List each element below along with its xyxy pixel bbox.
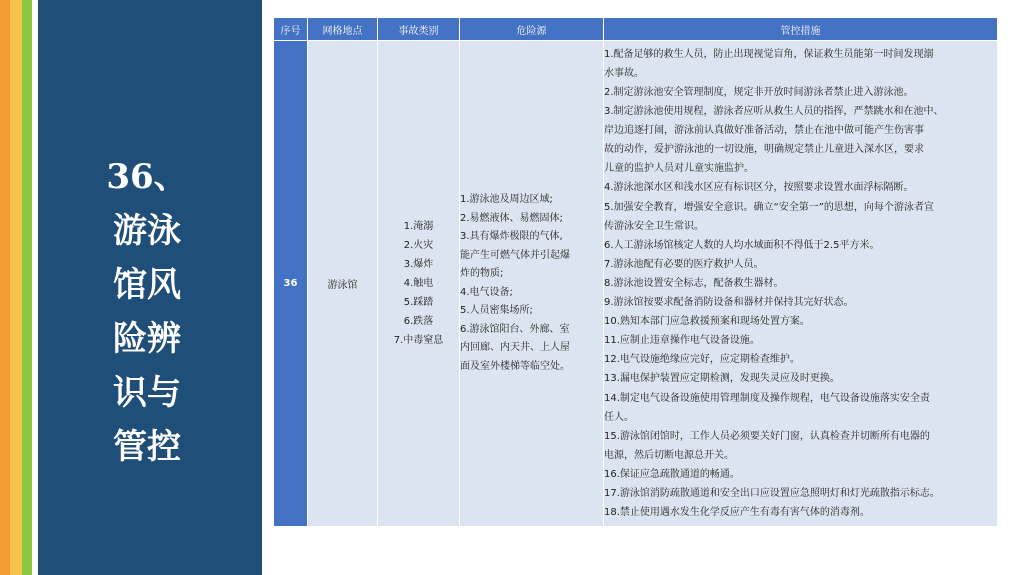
control-line: 17.游泳馆消防疏散通道和安全出口应设置应急照明灯和灯光疏散指示标志。 [604, 487, 940, 499]
accident-type-item: 2.火灾 [403, 240, 434, 251]
control-line: 13.漏电保护装置应定期检测，发现失灵应及时更换。 [604, 373, 840, 385]
control-line: 6.人工游泳场馆核定人数的人均水域面积不得低于2.5平方米。 [604, 239, 880, 251]
title-line: 管控 [113, 427, 181, 467]
control-line: 9.游泳馆按要求配备消防设备和器材并保持其完好状态。 [604, 297, 854, 309]
control-line: 故的动作，爱护游泳池的一切设施，明确规定禁止儿童进入深水区，要求 [604, 144, 924, 156]
hazard-line: 1.游泳池及周边区域; [460, 194, 553, 205]
hazard-line: 能产生可燃气体并引起爆 [460, 249, 570, 261]
row-accident-types [378, 41, 460, 527]
header-hazard: 危险源 [460, 18, 604, 41]
risk-control-table [273, 17, 998, 527]
hazard-line: 5.人员密集场所; [460, 305, 533, 316]
title-line: 险辨 [113, 319, 181, 359]
header-control-measures: 管控措施 [604, 18, 998, 41]
slide-title [72, 150, 222, 474]
control-line: 水事故。 [604, 67, 644, 79]
row-number: 36 [274, 41, 308, 527]
control-line: 任人。 [604, 411, 634, 423]
hazard-line: 内回廊、内天井、上人屋 [460, 342, 570, 353]
header-number: 序号 [274, 18, 308, 41]
control-line: 儿童的监护人员对儿童实施监护。 [604, 163, 754, 175]
control-line: 14.制定电气设备设施使用管理制度及操作规程，电气设备设施落实安全责 [604, 392, 930, 404]
header-location: 网格地点 [308, 18, 378, 41]
title-line: 36、 [106, 157, 188, 197]
hazard-line: 2.易燃液体、易燃固体; [460, 212, 563, 224]
control-line: 电源，然后切断电源总开关。 [604, 449, 734, 461]
control-line: 10.熟知本部门应急救援预案和现场处置方案。 [604, 316, 810, 328]
table-header-row [274, 18, 998, 41]
control-line: 11.应制止违章操作电气设备设施。 [604, 335, 760, 347]
accident-type-item: 3.爆炸 [403, 259, 434, 270]
accident-type-item: 6.跌落 [403, 316, 434, 327]
control-line: 1.配备足够的救生人员，防止出现视觉盲角，保证救生员能第一时间发现溺 [604, 48, 934, 60]
accident-type-item: 7.中毒窒息 [393, 335, 444, 346]
orange-stripe [0, 0, 10, 575]
control-line: 16.保证应急疏散通道的畅通。 [604, 468, 740, 480]
row-control-measures [604, 41, 998, 527]
row-hazards [460, 41, 604, 527]
title-line: 识与 [113, 373, 181, 413]
header-accident-type: 事故类别 [378, 18, 460, 41]
control-line: 3.制定游泳池使用规程，游泳者应听从救生人员的指挥，严禁跳水和在池中、 [604, 106, 944, 118]
green-stripe [22, 0, 32, 575]
hazard-line: 4.电气设备; [460, 286, 513, 298]
accident-type-item: 5.踩踏 [403, 297, 434, 308]
control-line: 2.制定游泳池安全管理制度，规定非开放时间游泳者禁止进入游泳池。 [604, 87, 914, 99]
control-line: 18.禁止使用遇水发生化学反应产生有毒有害气体的消毒剂。 [604, 507, 870, 519]
accident-type-item: 1.淹溺 [403, 221, 434, 232]
yellow-stripe [10, 0, 22, 575]
control-line: 5.加强安全教育，增强安全意识。确立“安全第一”的思想，向每个游泳者宣 [604, 201, 934, 213]
control-line: 12.电气设施绝缘应完好，应定期检查维护。 [604, 354, 800, 366]
control-line: 8.游泳池设置安全标志，配备救生器材。 [604, 277, 784, 289]
control-line: 传游泳安全卫生常识。 [604, 220, 704, 232]
title-line: 馆风 [113, 265, 181, 305]
row-location: 游泳馆 [308, 41, 378, 527]
table-row [274, 41, 998, 527]
control-line: 岸边追逐打闹，游泳前认真做好准备活动，禁止在池中做可能产生伤害事 [604, 125, 924, 137]
accident-type-item: 4.触电 [403, 278, 434, 289]
control-line: 15.游泳馆闭馆时，工作人员必须要关好门窗，认真检查并切断所有电器的 [604, 430, 930, 442]
hazard-line: 炸的物质; [460, 268, 504, 279]
hazard-line: 6.游泳馆阳台、外廊、室 [460, 323, 570, 335]
hazard-line: 面及室外楼梯等临空处。 [460, 360, 570, 372]
control-line: 7.游泳池配有必要的医疗救护人员。 [604, 258, 764, 270]
hazard-line: 3.具有爆炸极限的气体, [460, 231, 563, 242]
title-line: 游泳 [113, 211, 181, 251]
control-line: 4.游泳池深水区和浅水区应有标识区分，按照要求设置水面浮标隔断。 [604, 182, 914, 194]
